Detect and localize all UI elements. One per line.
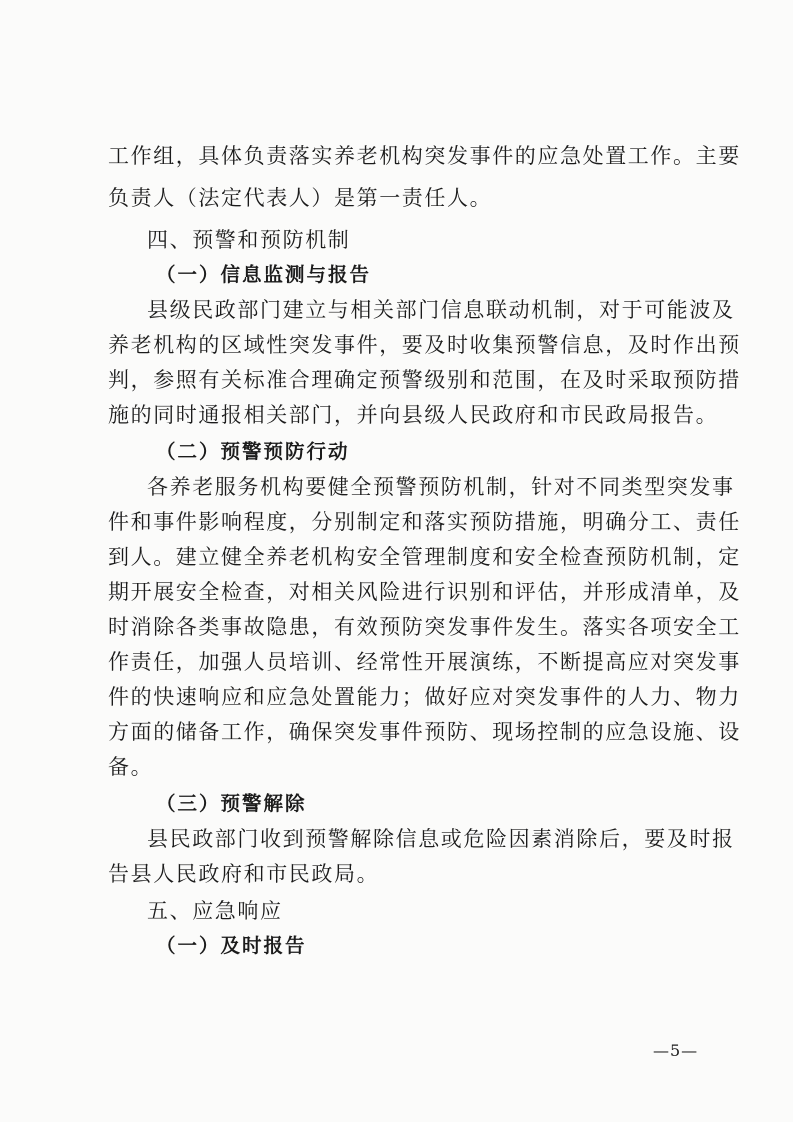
- text-line: 作责任，加强人员培训、经常性开展演练，不断提高应对突发事: [108, 650, 741, 674]
- text-line: 养老机构的区域性突发事件，要及时收集预警信息，及时作出预: [108, 333, 741, 357]
- section-heading-5: 五、应急响应: [147, 899, 283, 923]
- text-line: 期开展安全检查，对相关风险进行识别和评估，并形成清单，及: [108, 580, 741, 604]
- text-line: 县级民政部门建立与相关部门信息联动机制，对于可能波及: [147, 298, 735, 322]
- subsection-heading-4-3: （三）预警解除: [156, 792, 307, 815]
- text-line: 施的同时通报相关部门，并向县级人民政府和市民政局报告。: [108, 403, 719, 427]
- text-line: 备。: [108, 755, 154, 779]
- subsection-heading-4-2: （二）预警预防行动: [156, 440, 350, 463]
- subsection-heading-5-1: （一）及时报告: [156, 934, 307, 957]
- text-line: 方面的储备工作，确保突发事件预防、现场控制的应急设施、设: [108, 720, 741, 744]
- text-line: 件的快速响应和应急处置能力；做好应对突发事件的人力、物力: [108, 685, 741, 709]
- text-line: 告县人民政府和市民政局。: [108, 862, 380, 886]
- text-line: 时消除各类事故隐患，有效预防突发事件发生。落实各项安全工: [108, 615, 741, 639]
- text-line: 工作组，具体负责落实养老机构突发事件的应急处置工作。主要: [108, 144, 741, 168]
- section-heading-4: 四、预警和预防机制: [147, 228, 351, 252]
- text-line: 判，参照有关标准合理确定预警级别和范围，在及时采取预防措: [108, 368, 741, 392]
- page-number: —5—: [653, 1041, 699, 1060]
- text-line: 县民政部门收到预警解除信息或危险因素消除后，要及时报: [147, 827, 735, 851]
- text-line: 负责人（法定代表人）是第一责任人。: [108, 186, 493, 210]
- text-line: 件和事件影响程度，分别制定和落实预防措施，明确分工、责任: [108, 510, 741, 534]
- text-line: 到人。建立健全养老机构安全管理制度和安全检查预防机制，定: [108, 545, 741, 569]
- text-line: 各养老服务机构要健全预警预防机制，针对不同类型突发事: [147, 475, 735, 499]
- subsection-heading-4-1: （一）信息监测与报告: [156, 263, 372, 286]
